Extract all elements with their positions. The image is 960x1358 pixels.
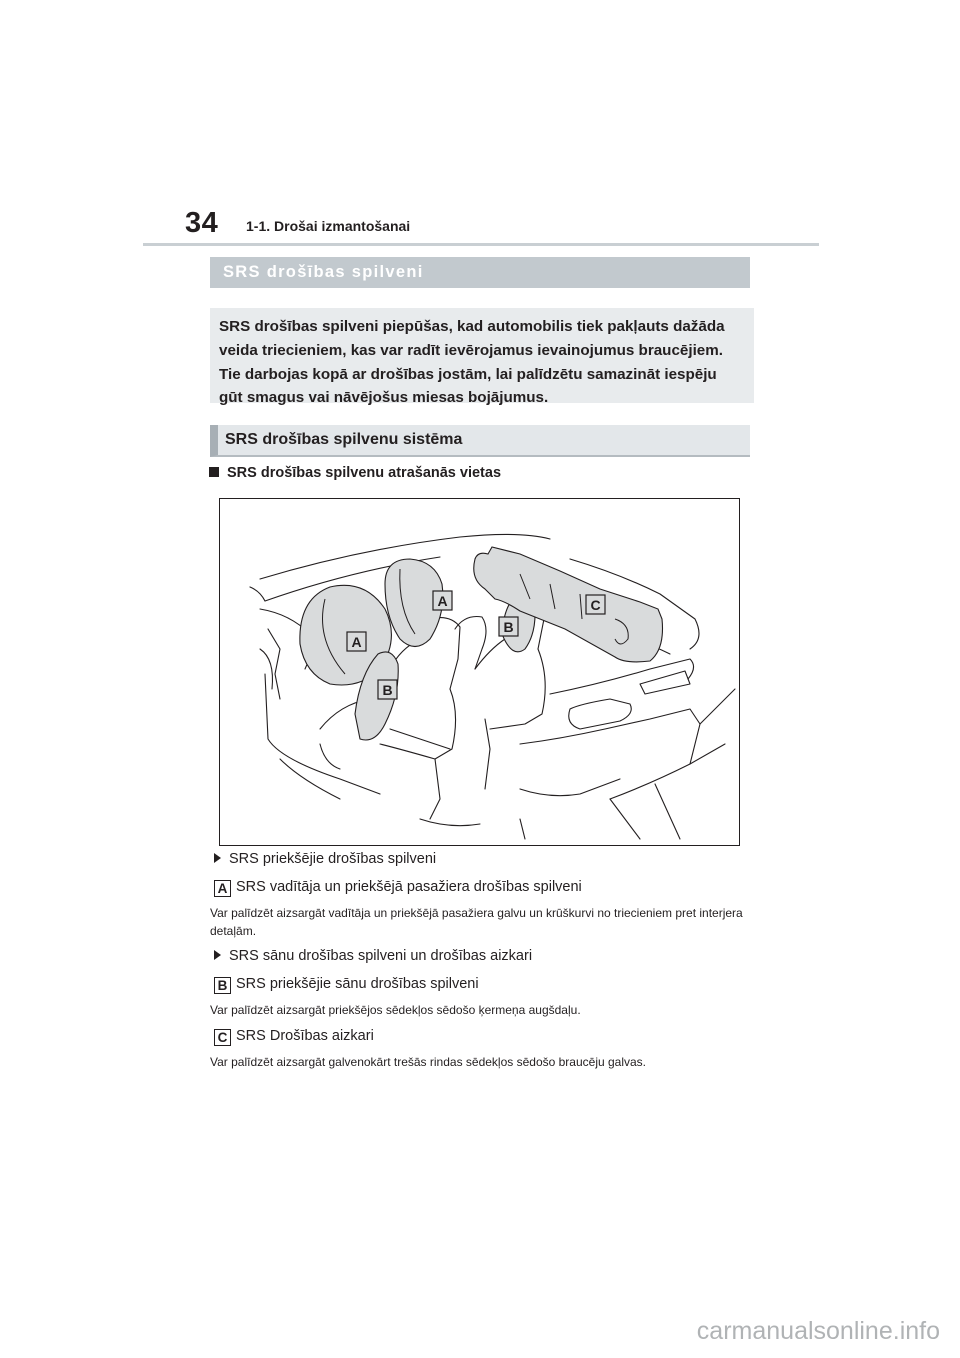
svg-text:B: B xyxy=(382,682,393,698)
legend-note-b: Var palīdzēt aizsargāt priekšējos sēdekļos sēdošo ķermeņa augšdaļu. xyxy=(210,1003,581,1017)
label-a-box: A xyxy=(214,880,231,897)
curtain-airbag xyxy=(474,547,663,662)
callout-c-curtain xyxy=(586,595,605,614)
legend-group-side: SRS sānu drošības spilveni un drošības aizkari xyxy=(214,948,532,964)
label-c-box: C xyxy=(214,1029,231,1046)
page-number: 34 xyxy=(185,207,219,239)
airbag-location-figure xyxy=(219,498,740,846)
square-bullet-icon xyxy=(209,467,219,477)
triangle-bullet-icon xyxy=(214,950,221,960)
watermark: carmanualsonline.info xyxy=(696,1317,940,1345)
bullet-heading: SRS drošības spilvenu atrašanās vietas xyxy=(209,465,501,481)
intro-text: SRS drošības spilveni piepūšas, kad automobilis tiek pakļauts dažāda veida triecieniem, kas var radīt ievērojamus ievainojumus braucējiem. Tie darbojas kopā ar drošības jostām, lai palīdzētu samazināt iespēju gūt smagus vai nāvējošus miesas bojājumus. xyxy=(210,308,754,403)
callout-a-driver xyxy=(347,632,366,651)
svg-text:B: B xyxy=(503,619,514,635)
header-divider xyxy=(143,243,819,246)
section-title: 1-1. Drošai izmantošanai xyxy=(246,218,411,234)
callout-b-driver xyxy=(378,680,397,699)
vehicle-interior-illustration xyxy=(220,499,739,845)
label-b-box: B xyxy=(214,977,231,994)
legend-item-a: A SRS vadītāja un priekšējā pasažiera drošības spilveni xyxy=(214,879,582,897)
legend-item-b: B SRS priekšējie sānu drošības spilveni xyxy=(214,976,479,994)
page-title: SRS drošības spilveni xyxy=(210,257,750,288)
svg-text:A: A xyxy=(437,593,448,609)
legend-item-c: C SRS Drošības aizkari xyxy=(214,1028,374,1046)
callout-b-passenger xyxy=(499,617,518,636)
legend-note-a: Var palīdzēt aizsargāt vadītāja un priekšējā pasažiera galvu un krūškurvi no triecieniem pret interjera detaļām. xyxy=(210,906,743,938)
subsection-title: SRS drošības spilvenu sistēma xyxy=(210,425,750,457)
callout-a-passenger xyxy=(433,591,452,610)
svg-text:A: A xyxy=(351,634,362,650)
legend-note-c: Var palīdzēt aizsargāt galvenokārt trešās rindas sēdekļos sēdošo braucēju galvas. xyxy=(210,1055,647,1069)
triangle-bullet-icon xyxy=(214,853,221,863)
svg-text:C: C xyxy=(590,597,601,613)
legend-group-front: SRS priekšējie drošības spilveni xyxy=(214,851,436,867)
